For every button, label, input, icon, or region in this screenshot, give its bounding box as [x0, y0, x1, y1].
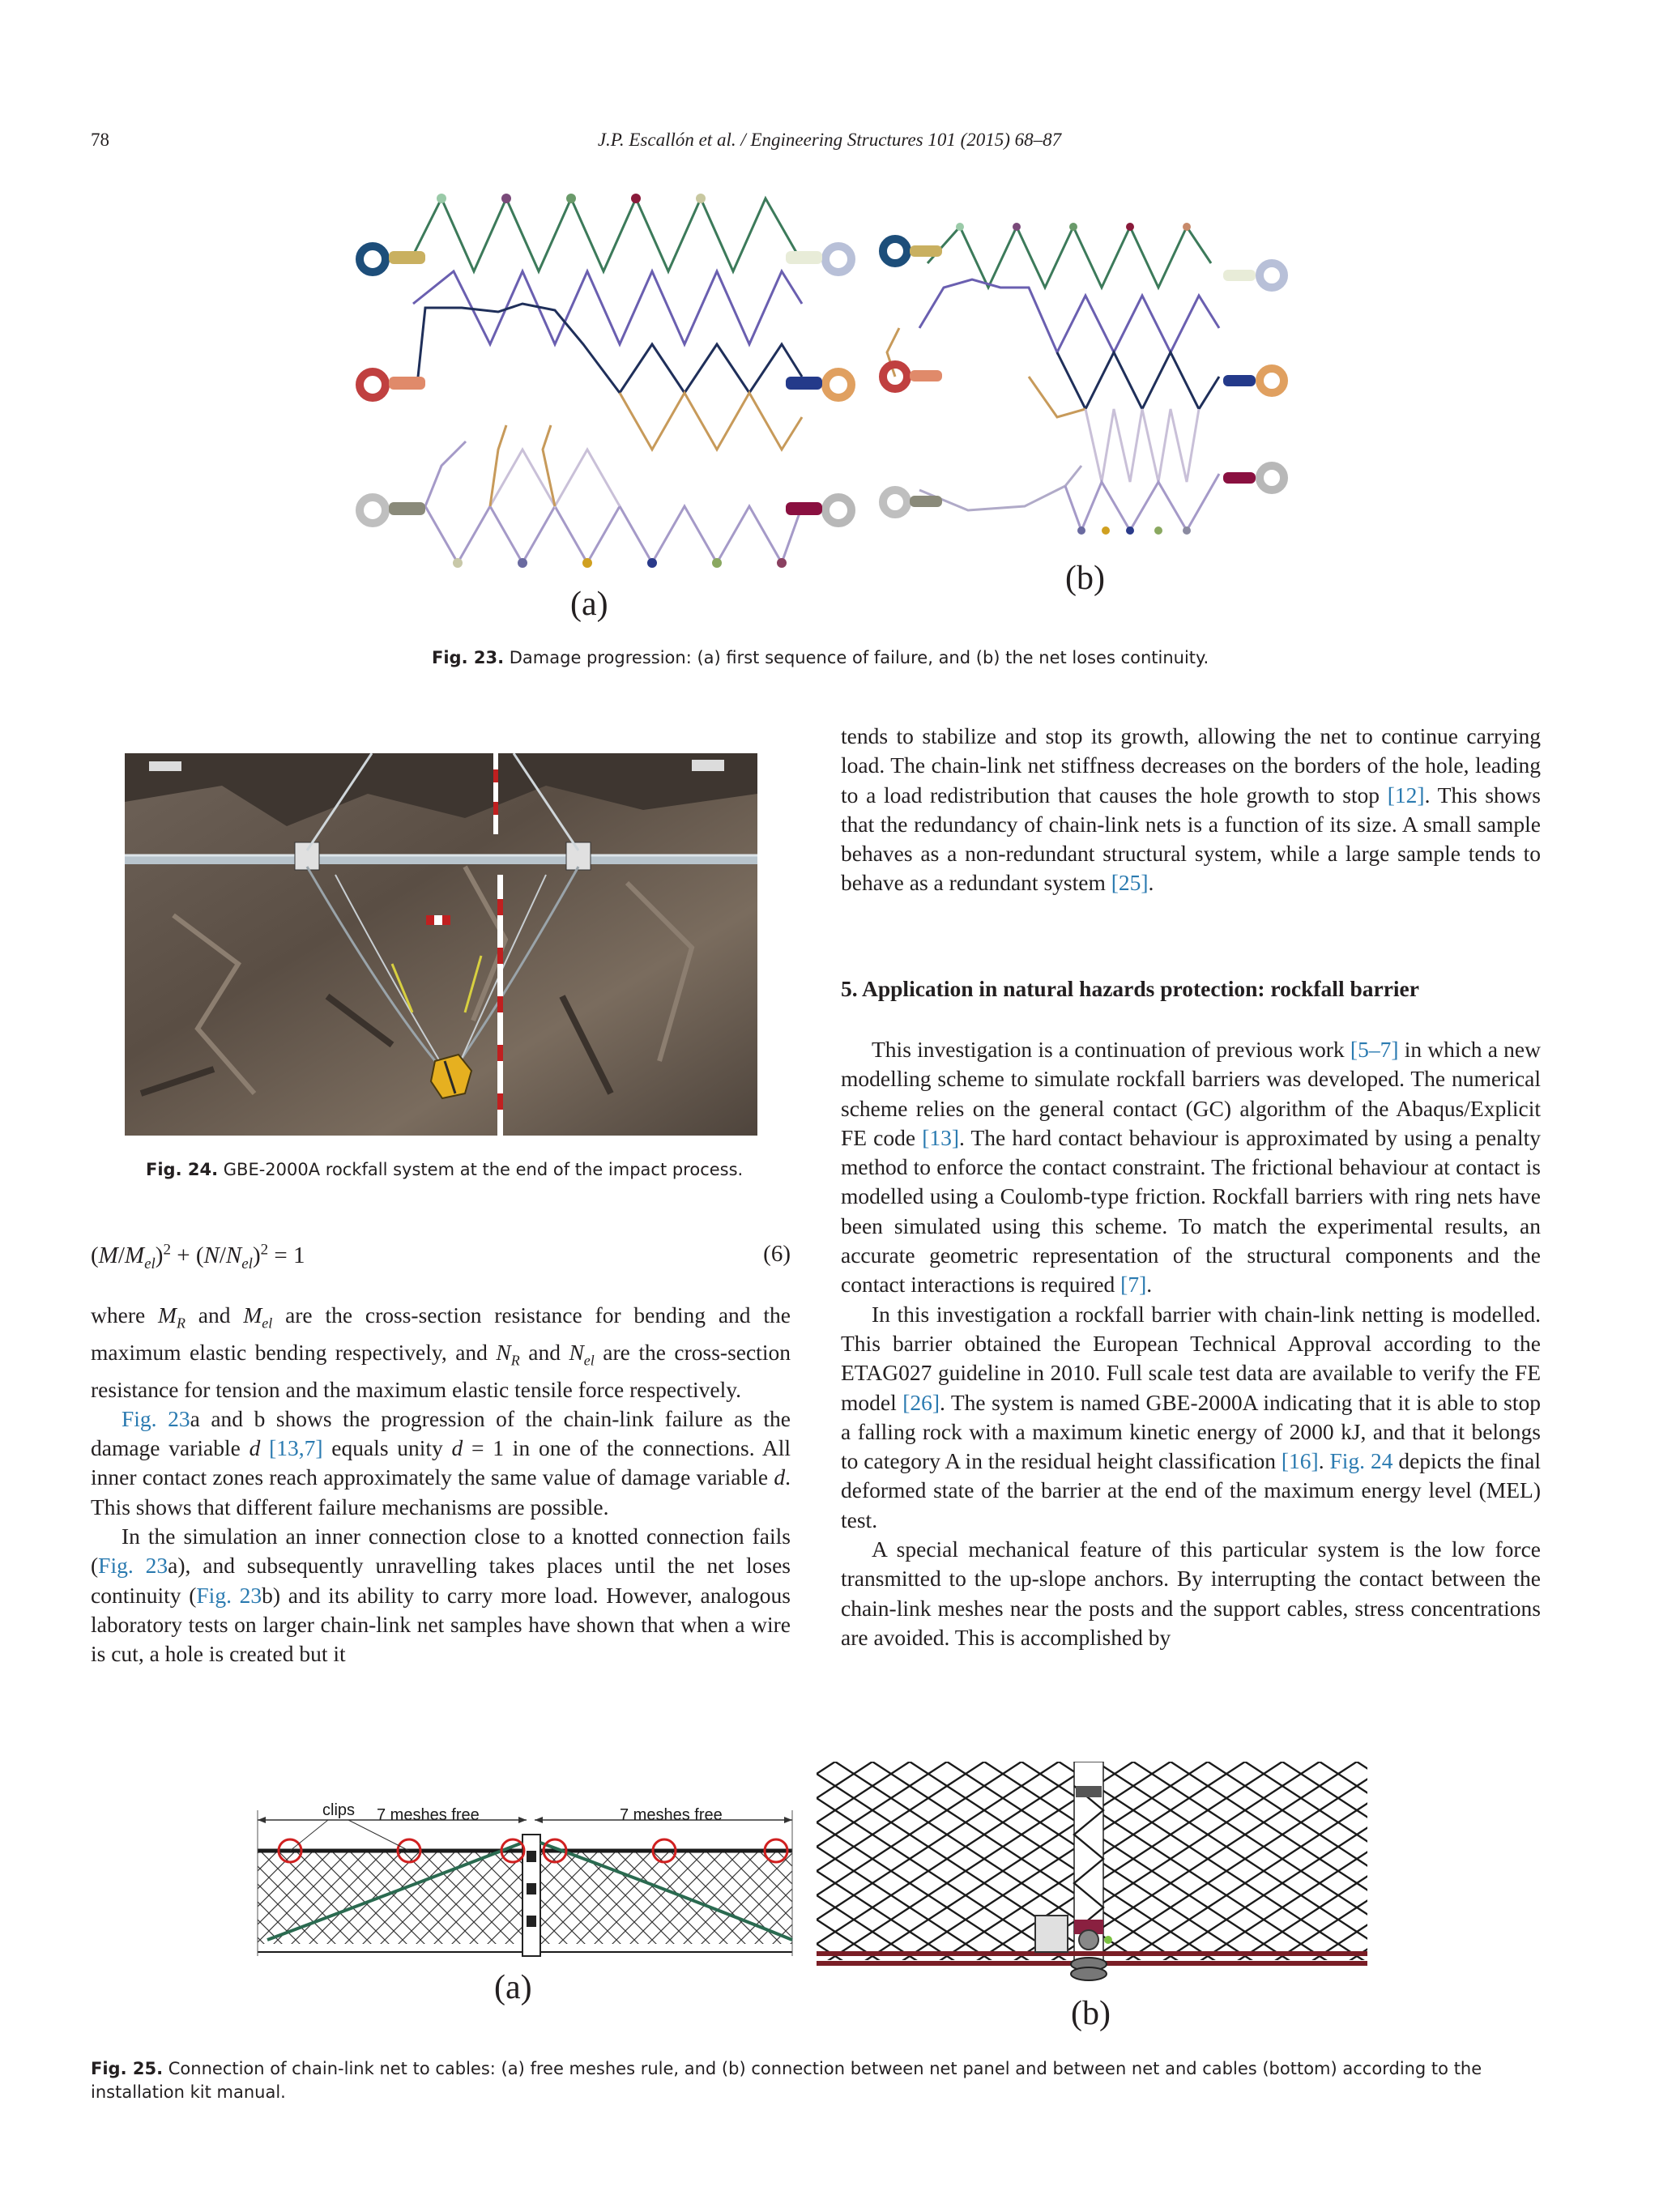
clips-label: clips — [322, 1801, 356, 1819]
fig23-link[interactable]: Fig. 23 — [122, 1405, 190, 1431]
right-paragraph-4: A special mechanical feature of this particular system is the low force transmitted to the up-slope anchors. By interrupting the contact between the chain-link meshes near the posts and the support cables, stress concentrations are avoided. This is accomplished by — [841, 1536, 1541, 1650]
page-number: 78 — [91, 130, 109, 150]
right-paragraph-2: This investigation is a continuation of previous work [5–7] in which a new modelling scheme to simulate rockfall barriers was developed. The numerical scheme relies on the general contact (GC) algorithm of the Abaqus/Explicit FE code [13]. The hard contact behaviour is approximated by using a penalty method to enforce the contact constraint. The frictional behaviour at contact is modelled using a Coulomb-type friction. Rockfall barriers with ring nets have been simulated using this scheme. To match the experimental results, an accurate geometric representation of the structural components and the contact interactions is required [7]. — [841, 1037, 1541, 1298]
equation-number: (6) — [763, 1241, 791, 1267]
left-paragraph-1: where $M_R$ and $M_{el}$ are the cross-section resistance for bending and the maximum elastic bending respectively, and $N_R$ and $N_{el}$ are the cross-section resistance for tension and the maximum elastic tensile force respectively. — [91, 1302, 791, 1402]
right-column-top — [841, 722, 1541, 898]
fig23b-label: (b) — [1065, 560, 1105, 597]
ref-25-link[interactable]: [25] — [1111, 870, 1149, 896]
section-5-heading: 5. Application in natural hazards protection: rockfall barrier — [841, 976, 1419, 1001]
ref-12-link[interactable]: [12] — [1387, 782, 1425, 808]
fig25-caption-label: Fig. 25. — [91, 2059, 164, 2078]
fig23-caption-text: Damage progression: (a) first sequence of failure, and (b) the net loses continuity. — [509, 648, 1209, 667]
ref-7-link[interactable]: [7] — [1120, 1272, 1147, 1298]
left-paragraph-2: Fig. 23a and b shows the progression of the chain-link failure as the damage variable d [13,7] equals unity d = 1 in one of the connections. All inner contact zones reach approximately the same value of damage variable d. This shows that different failure mechanisms are possible. — [91, 1405, 791, 1519]
right-column-body — [841, 1035, 1541, 1652]
fig23a-image — [348, 182, 859, 591]
meshes-free-right-label: 7 meshes free — [620, 1806, 723, 1824]
fig23a-label: (a) — [570, 586, 608, 623]
right-paragraph-1: tends to stabilize and stop its growth, allowing the net to continue carrying load. The chain-link net stiffness decreases on the borders of the hole, leading to a load redistribution that causes the hole growth to stop [12]. This shows that the redundancy of chain-link nets is a function of its size. A small sample behaves as a non-redundant structural system, while a large sample tends to behave as a redundant system [25]. — [841, 723, 1541, 896]
journal-citation: J.P. Escallón et al. / Engineering Structures 101 (2015) 68–87 — [597, 130, 1062, 150]
fig24-photo — [125, 753, 757, 1136]
ref-13-7-link[interactable]: [13,7] — [269, 1435, 323, 1461]
ref-26-link[interactable]: [26] — [902, 1389, 940, 1415]
left-column — [91, 1301, 791, 1669]
ref-5-7-link[interactable]: [5–7] — [1350, 1037, 1399, 1062]
fig25a-image — [251, 1762, 818, 1972]
fig25-caption-text: Connection of chain-link net to cables: (a) free meshes rule, and (b) connection between net panel and between net and cables (bottom) according to the installation kit manual. — [91, 2059, 1482, 2102]
equation-body: $(M/M_{el})^2 + (N/N_{el})^2 = 1$ — [91, 1241, 305, 1272]
fig23-link[interactable]: Fig. 23 — [196, 1582, 262, 1608]
equation-6 — [91, 1241, 791, 1272]
fig24-caption-text: GBE-2000A rockfall system at the end of the impact process. — [223, 1160, 744, 1179]
meshes-free-left-label: 7 meshes free — [377, 1806, 480, 1824]
fig25a-label: (a) — [494, 1969, 532, 2006]
ref-16-link[interactable]: [16] — [1281, 1448, 1319, 1474]
fig25b-label: (b) — [1071, 1995, 1111, 2032]
fig25b-image — [817, 1762, 1367, 2009]
ref-13-link[interactable]: [13] — [922, 1124, 960, 1150]
fig25-caption — [91, 2057, 1541, 2104]
fig23-link[interactable]: Fig. 23 — [98, 1553, 168, 1579]
fig23-caption-label: Fig. 23. — [432, 648, 505, 667]
left-paragraph-3: In the simulation an inner connection close to a knotted connection fails (Fig. 23a), and subsequently unravelling takes places until the net loses continuity (Fig. 23b) and its ability to carry more load. However, analogous laboratory tests on larger chain-link net samples have shown that when a wire is cut, a hole is created but it — [91, 1524, 791, 1667]
fig24-caption-label: Fig. 24. — [146, 1160, 219, 1179]
fig23b-image — [871, 215, 1292, 555]
fig24-caption — [146, 1158, 761, 1182]
fig24-link[interactable]: Fig. 24 — [1329, 1448, 1393, 1474]
fig23-caption — [432, 646, 1323, 670]
right-paragraph-3: In this investigation a rockfall barrier with chain-link netting is modelled. This barrier obtained the European Technical Approval according to the ETAG027 guideline in 2010. Full scale test data are available to verify the FE model [26]. The system is named GBE-2000A indicating that it is able to stop a falling rock with a maximum kinetic energy of 2000 kJ, and that it belongs to category A in the residual height classification [16]. Fig. 24 depicts the final deformed state of the barrier at the end of the maximum energy level (MEL) test. — [841, 1301, 1542, 1532]
